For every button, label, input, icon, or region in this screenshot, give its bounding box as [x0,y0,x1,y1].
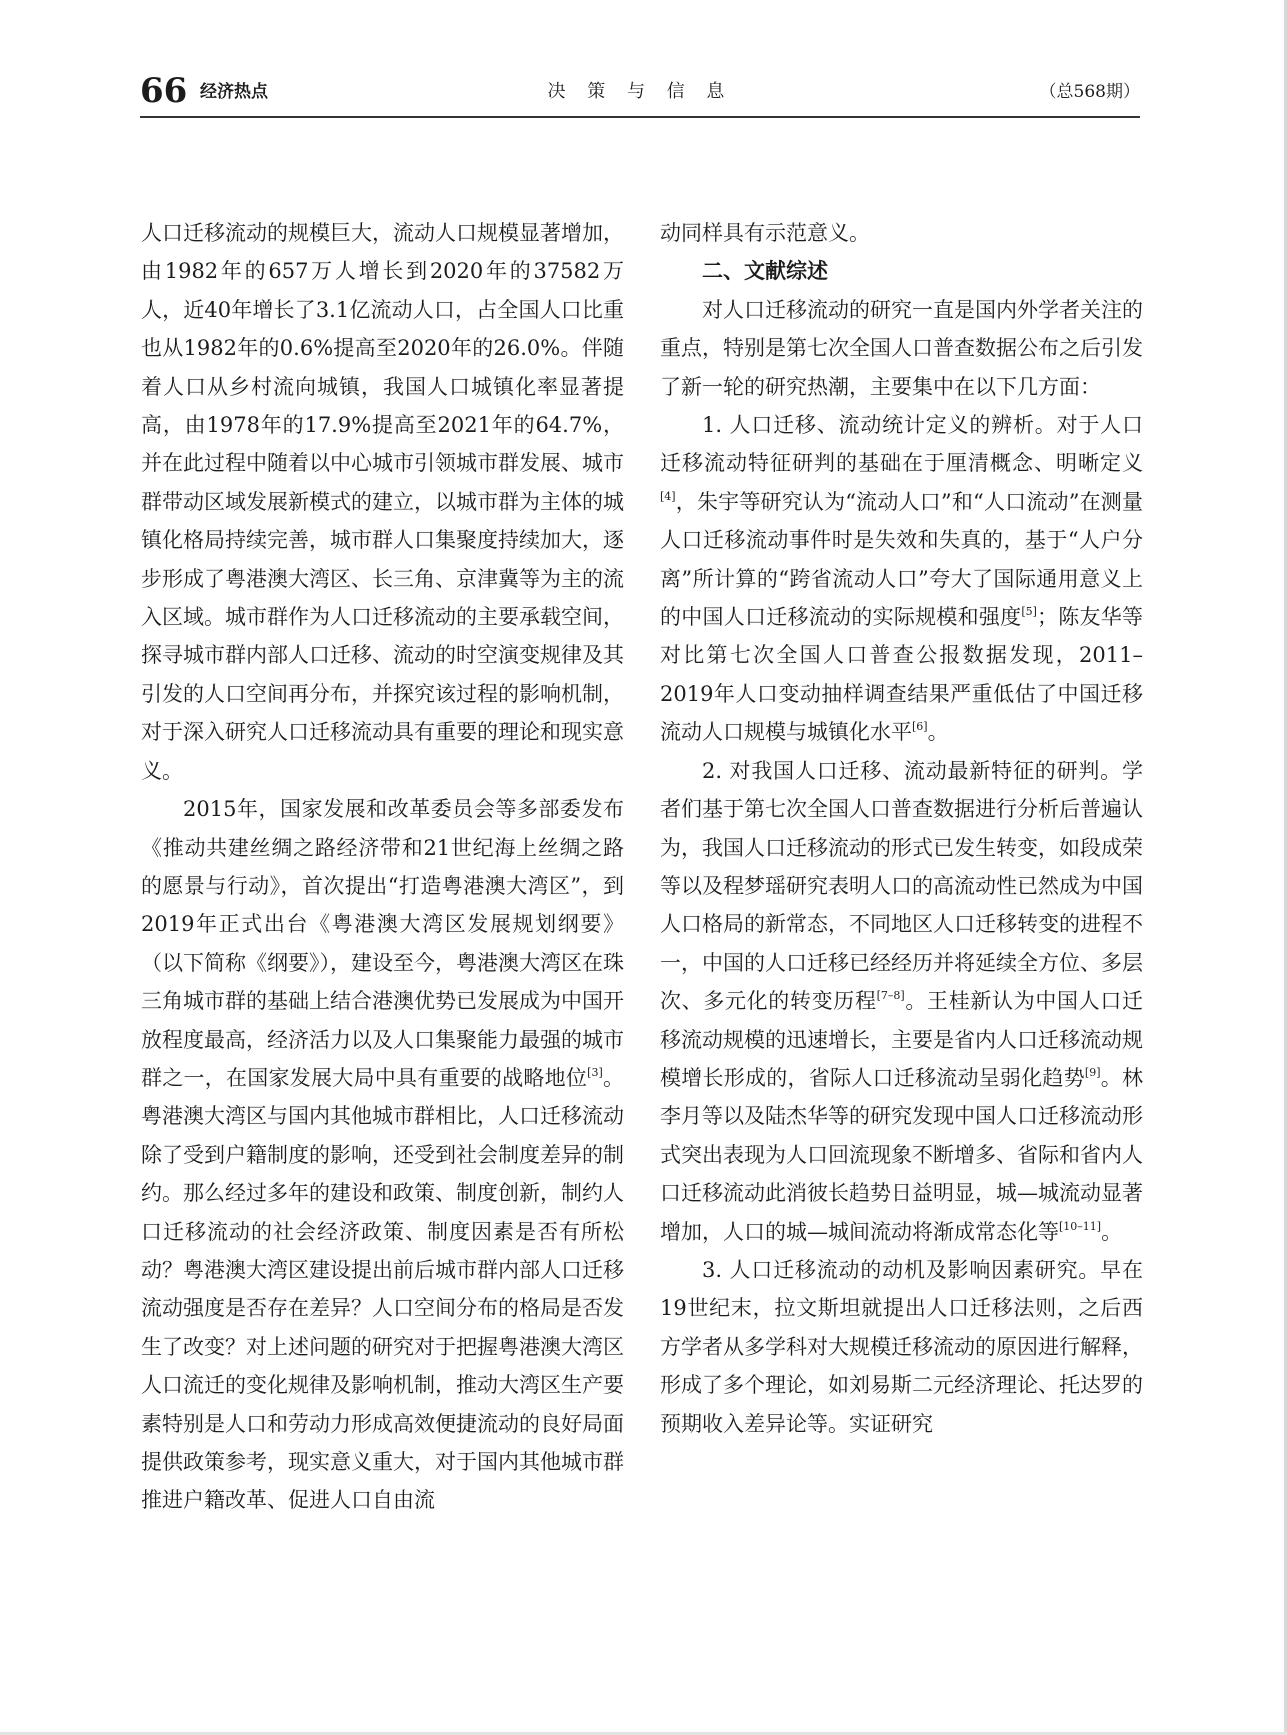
running-header [140,68,1140,116]
paragraph [660,214,1143,252]
paragraph-text: 。 [1101,1219,1123,1244]
page-number: 66 [140,71,188,111]
paragraph-text: 。 [927,720,949,745]
paragraph [660,1251,1143,1443]
citation: [5] [1021,605,1037,619]
paragraph [660,752,1143,1251]
paragraph-text: 1. 人口迁移、流动统计定义的辨析。对于人口迁移流动特征研判的基础在于厘清概念、明晰定义 [660,413,1143,476]
citation: [7–8] [876,989,905,1003]
paragraph-text: ，朱宇等研究认为“流动人口”和“人口流动”在测量人口迁移流动事件时是失效和失真的，基于“人户分离”所计算的“跨省流动人口”夸大了国际通用意义上的中国人口迁移流动的实际规模和强度 [660,489,1143,630]
paragraph [660,291,1143,406]
left-column [141,214,624,1520]
paragraph-text: 动同样具有示范意义。 [660,221,870,245]
paragraph-text: ；陈友华等对比第七次全国人口普查公报数据发现，2011–2019年人口变动抽样调查结果严重低估了中国迁移流动人口规模与城镇化水平 [660,605,1143,745]
paragraph-text: 。林李月等以及陆杰华等的研究发现中国人口迁移流动形式突出表现为人口回流现象不断增多、省际和省内人口迁移流动此消彼长趋势日益明显，城—城流动显著增加，人口的城—城间流动将渐成常态化等 [660,1065,1144,1244]
paragraph-text: 2015年，国家发展和改革委员会等多部委发布《推动共建丝绸之路经济带和21世纪海上丝绸之路的愿景与行动》，首次提出“打造粤港澳大湾区”，到2019年正式出台《粤港澳大湾区发展规划纲要》（以下简称《纲要》），建设至今，粤港澳大湾区在珠三角城市群的基础上结合港澳优势已发展成为中国开放程度最高，经济活力以及人口集聚能力最强的城市群之一，在国家发展大局中具有重要的战略地位 [141,797,624,1090]
paragraph-text: 3. 人口迁移流动的动机及影响因素研究。早在19世纪末，拉文斯坦就提出人口迁移法则，之后西方学者从多学科对大规模迁移流动的原因进行解释，形成了多个理论，如刘易斯二元经济理论、托达罗的预期收入差异论等。实证研究 [660,1257,1143,1436]
paragraph-text: 2. 对我国人口迁移、流动最新特征的研判。学者们基于第七次全国人口普查数据进行分析后普遍认为，我国人口迁移流动的形式已发生转变，如段成荣等以及程梦瑶研究表明人口的高流动性已然成为中国人口格局的新常态，不同地区人口迁移转变的进程不一，中国的人口迁移已经经历并将延续全方位、多层次、多元化的转变历程 [660,758,1143,1014]
citation: [6] [912,720,928,734]
paragraph-text: 。粤港澳大湾区与国内其他城市群相比，人口迁移流动除了受到户籍制度的影响，还受到社会制度差异的制约。那么经过多年的建设和政策、制度创新，制约人口迁移流动的社会经济政策、制度因素是否有所松动？粤港澳大湾区建设提出前后城市群内部人口迁移流动强度是否存在差异？人口空间分布的格局是否发生了改变？对上述问题的研究对于把握粤港澳大湾区人口流迁的变化规律及影响机制，推动大湾区生产要素特别是人口和劳动力形成高效便捷流动的良好局面提供政策参考，现实意义重大，对于国内其他城市群推进户籍改革、促进人口自由流 [141,1065,625,1513]
section-heading: 二、文献综述 [702,259,828,284]
paragraph [141,790,624,1520]
paragraph-text: 对人口迁移流动的研究一直是国内外学者关注的重点，特别是第七次全国人口普查数据公布之后引发了新一轮的研究热潮，主要集中在以下几方面： [660,297,1143,399]
journal-name: 决 策 与 信 息 [547,81,733,102]
paragraph [660,406,1143,752]
paragraph [141,214,624,790]
header-rule [140,116,1140,118]
issue-number: （总568期） [1039,82,1140,102]
paragraph-text: 人口迁移流动的规模巨大，流动人口规模显著增加，由1982年的657万人增长到2020年的37582万人，近40年增长了3.1亿流动人口，占全国人口比重也从1982年的0.6%提高至2020年的26.0%。伴随着人口从乡村流向城镇，我国人口城镇化率显著提高，由1978年的17.9%提高至2021年的64.7%，并在此过程中随着以中心城市引领城市群发展、城市群带动区域发展新模式的建立，以城市群为主体的城镇化格局持续完善，城市群人口集聚度持续加大，逐步形成了粤港澳大湾区、长三角、京津冀等为主的流入区域。城市群作为人口迁移流动的主要承载空间，探寻城市群内部人口迁移、流动的时空演变规律及其引发的人口空间再分布，并探究该过程的影响机制，对于深入研究人口迁移流动具有重要的理论和现实意义。 [141,221,624,783]
citation: [3] [587,1066,603,1080]
citation: [10–11] [1059,1219,1102,1233]
citation: [4] [660,490,676,504]
citation: [9] [1084,1066,1101,1080]
section-label: 经济热点 [200,82,268,102]
paragraph-text: 。王桂新认为中国人口迁移流动规模的迅速增长，主要是省内人口迁移流动规模增长形成的，省际人口迁移流动呈弱化趋势 [660,989,1144,1090]
right-column [660,214,1143,1443]
